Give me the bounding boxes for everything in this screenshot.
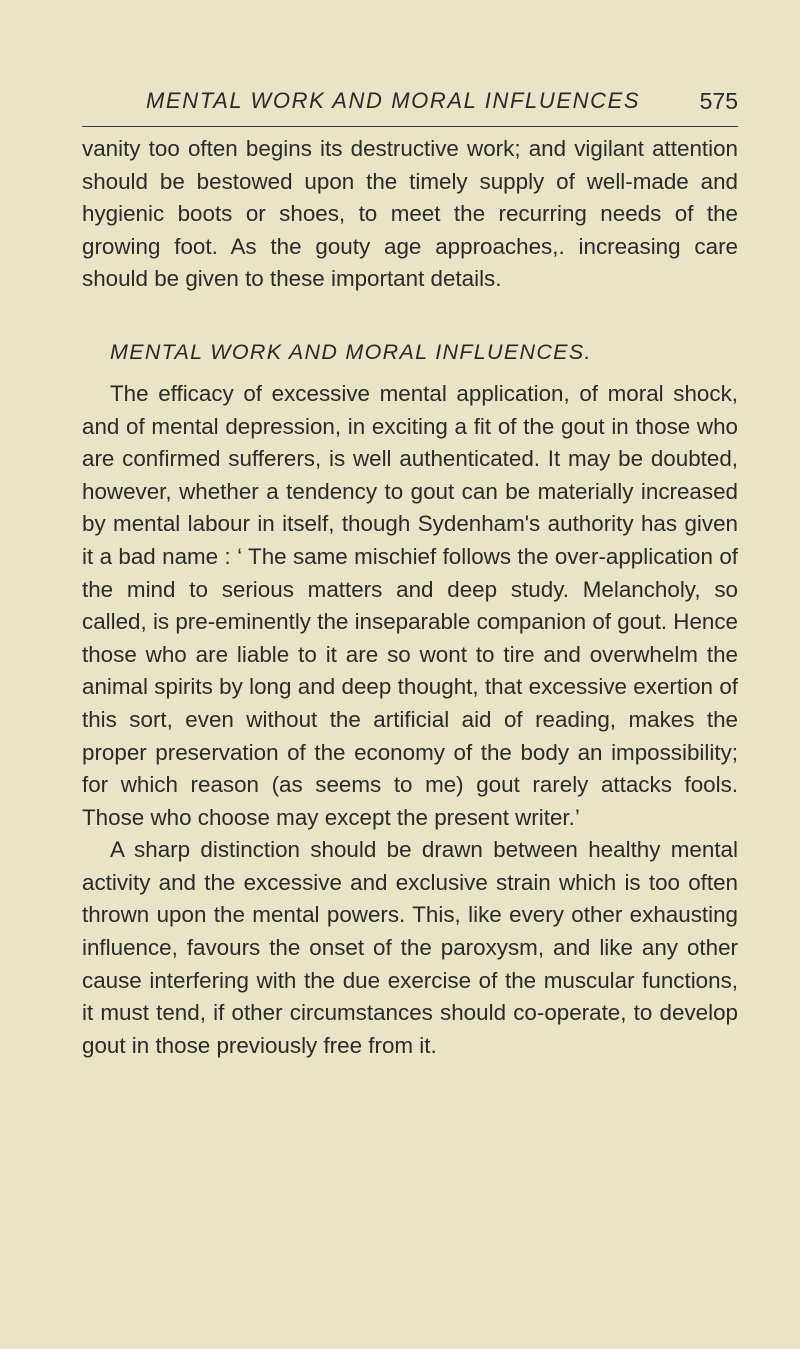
body-text bbox=[82, 133, 738, 1062]
paragraph-continued: vanity too often begins its destructive work; and vigilant attention should be bestowed upon the timely supply of well-made and hygienic boots or shoes, to meet the recurring needs of the growing foot. As the gouty age approaches,. increasing care should be given to these important details. bbox=[82, 136, 738, 292]
running-title: MENTAL WORK AND MORAL INFLUENCES bbox=[146, 88, 641, 113]
paragraph: A sharp distinction should be drawn between healthy mental activity and the excessive and exclusive strain which is too often thrown upon the mental powers. This, like every other exhausting influence, favours the onset of the paroxysm, and like any other cause interfering with the due exercise of the muscular functions, it must tend, if other circumstances should co-operate, to develop gout in those previously free from it. bbox=[82, 837, 738, 1058]
paragraph: The efficacy of excessive mental application, of moral shock, and of mental depression, in exciting a fit of the gout in those who are confirmed sufferers, is well authenticated. It may be doubted, however, whether a tendency to gout can be materially increased by mental labour in itself, though Sydenham's authority has given it a bad name : ‘ The same mischief follows the over-application of the mind to serious matters and deep study. Melancholy, so called, is pre-eminently the inseparable companion of gout. Hence those who are liable to it are so wont to tire and overwhelm the animal spirits by long and deep thought, that excessive exertion of this sort, even without the artificial aid of reading, makes the proper preservation of the economy of the body an impossibility; for which reason (as seems to me) gout rarely attacks fools. Those who choose may except the present writer.’ bbox=[82, 380, 738, 830]
page-number: 575 bbox=[699, 88, 738, 114]
running-header bbox=[82, 86, 738, 127]
section-heading: MENTAL WORK AND MORAL INFLUENCES. bbox=[110, 339, 592, 364]
